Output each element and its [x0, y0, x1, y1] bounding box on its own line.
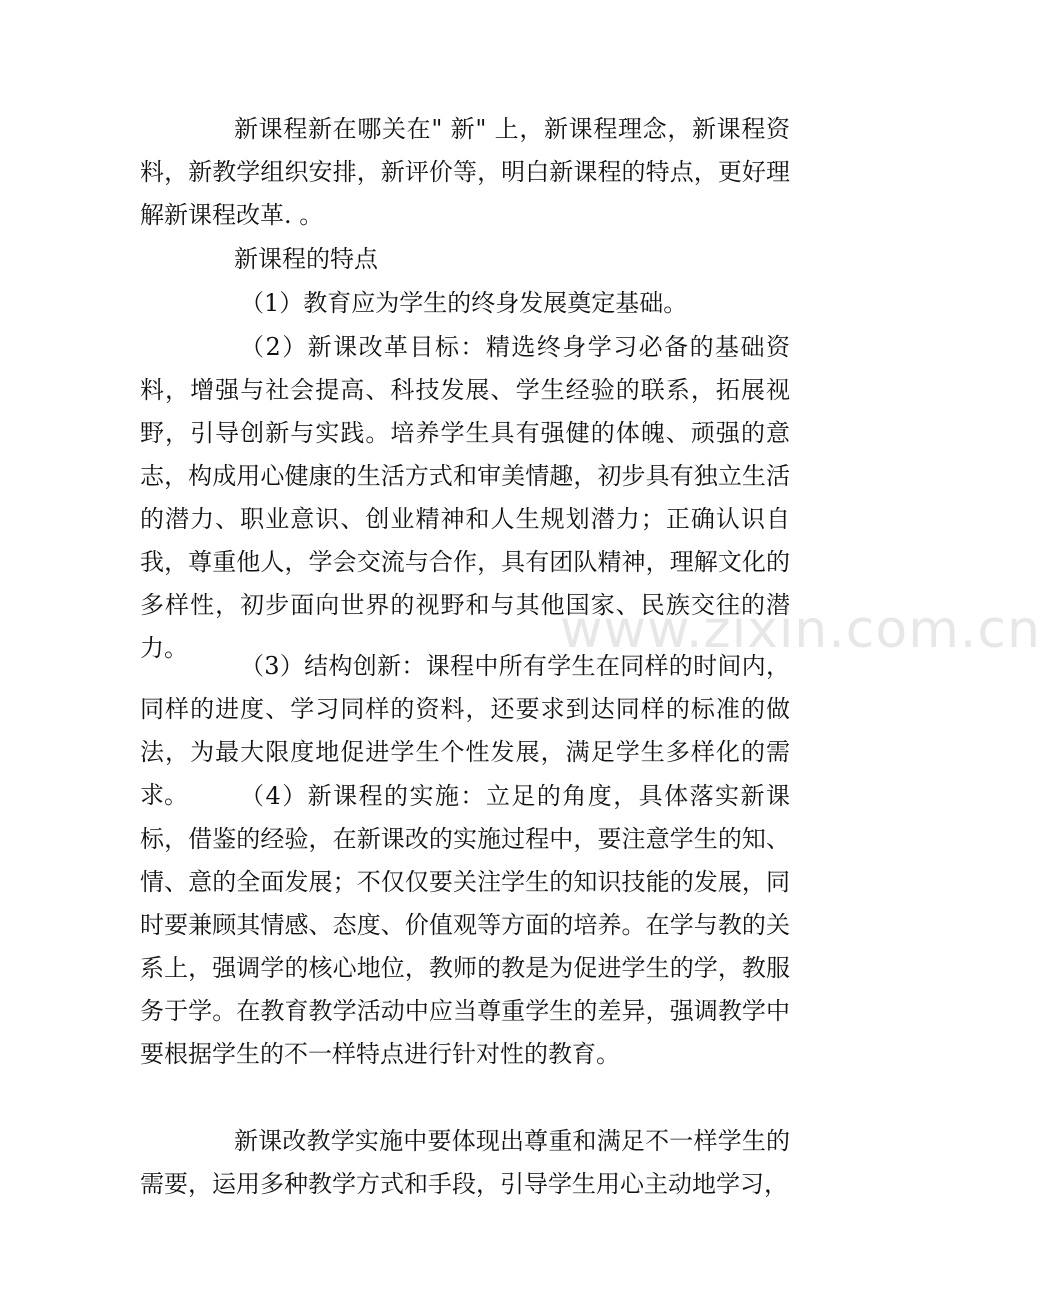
item-3-paragraph: （3）结构创新：课程中所有学生在同样的时间内，同样的进度、学习同样的资料，还要求到达同样的标准的做法，为最大限度地促进学生个性发展，满足学生多样化的需求。	[140, 652, 790, 809]
item-4-paragraph: （4）新课程的实施：立足的角度，具体落实新课标，借鉴的经验，在新课改的实施过程中，要注意学生的知、情、意的全面发展；不仅仅要关注学生的知识技能的发展，同时要兼顾其情感、态度、价值观等方面的培养。在学与教的关系上，强调学的核心地位，教师的教是为促进学生的学，教服务于学。在教育教学活动中应当尊重学生的差异，强调教学中要根据学生的不一样特点进行针对性的教育。	[140, 782, 790, 1068]
item-1-paragraph: （1）教育应为学生的终身发展奠定基础。	[240, 289, 688, 317]
intro-paragraph: 新课程新在哪关在" 新" 上，新课程理念，新课程资料，新教学组织安排，新评价等，明白新课程的特点，更好理解新课程改革. 。	[140, 115, 790, 229]
section-heading: 新课程的特点	[234, 245, 378, 273]
watermark-text: www.zixin.com.cn	[560, 600, 1041, 660]
closing-paragraph: 新课改教学实施中要体现出尊重和满足不一样学生的需要，运用多种教学方式和手段，引导学生用心主动地学习，	[140, 1127, 790, 1198]
item-2-paragraph: （2）新课改革目标：精选终身学习必备的基础资料，增强与社会提高、科技发展、学生经验的联系，拓展视野，引导创新与实践。培养学生具有强健的体魄、顽强的意志，构成用心健康的生活方式和审美情趣，初步具有独立生活的潜力、职业意识、创业精神和人生规划潜力；正确认识自我，尊重他人，学会交流与合作，具有团队精神，理解文化的多样性，初步面向世界的视野和与其他国家、民族交往的潜力。	[140, 333, 790, 662]
